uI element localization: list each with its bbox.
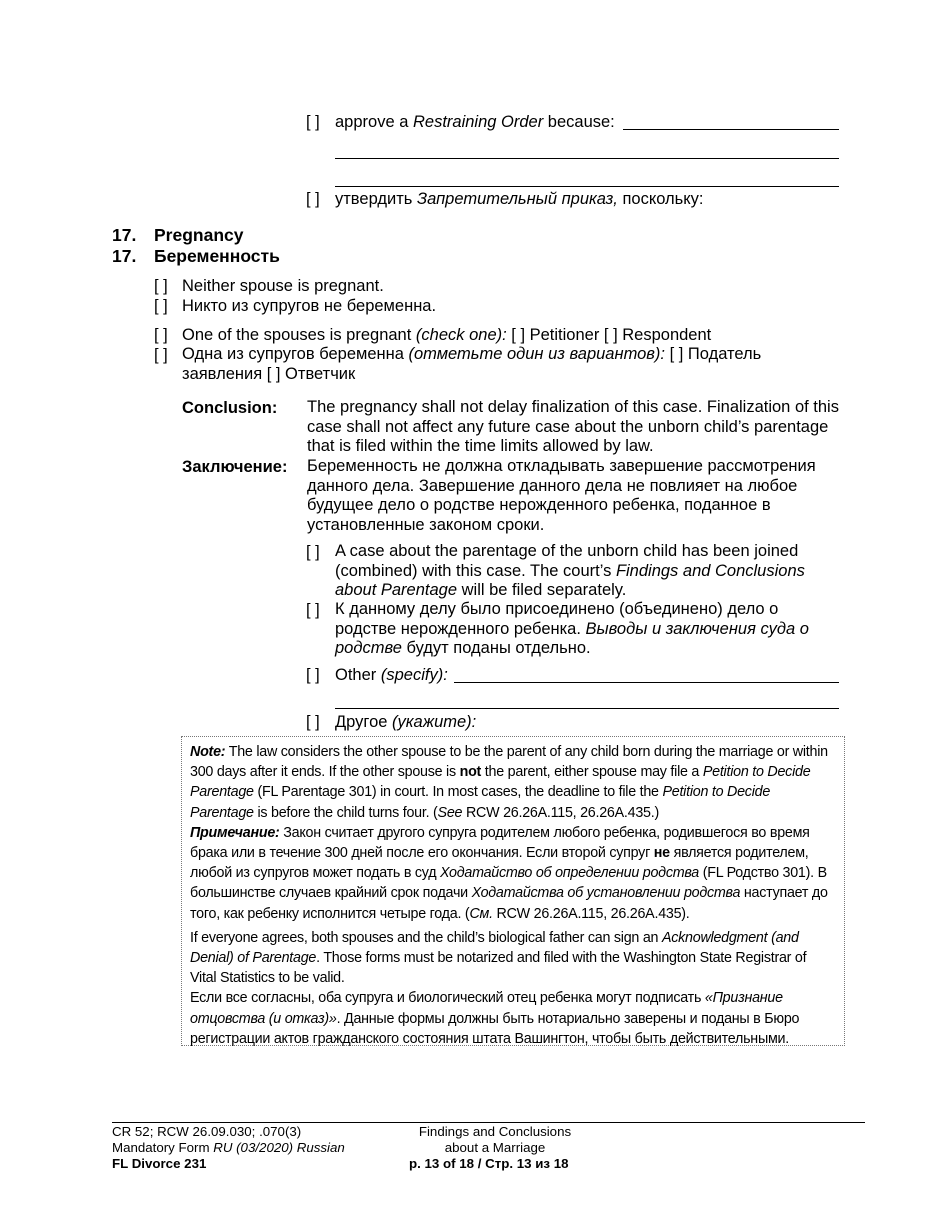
note-paragraph-ru: Примечание: Закон считает другого супруга родителем любого ребенка, родившегося во время брака или в течение 300 дней после его окончания. Если второй супруг не является родителем, любой из супругов может подать в суд Ходатайство об определении родства (FL Родство 301). В большинстве случаев крайний срок подачи Ходатайства об установлении родства наступает до того, как ребенку исполнится четыре года. (См. RCW 26.26A.115, 26.26A.435).: [190, 824, 828, 922]
neither-pregnant-checkbox-en[interactable]: [ ]: [154, 277, 168, 295]
other-checkbox-ru[interactable]: [ ]: [306, 713, 320, 731]
conclusion-label-ru: Заключение:: [182, 458, 288, 476]
section-17-title-ru: Беременность: [154, 246, 280, 266]
joined-case-checkbox-ru[interactable]: [ ]: [306, 601, 320, 619]
other-label-ru: Другое (укажите):: [335, 713, 477, 731]
one-pregnant-label-ru: Одна из супругов беременна (отметьте один из вариантов): [ ] Податель заявления [ ] Ответчик: [182, 345, 762, 383]
restraining-reason-line-2[interactable]: [335, 158, 839, 159]
footer-page-number: p. 13 of 18 / Стр. 13 из 18: [409, 1156, 569, 1171]
section-17-number-ru: 17.: [112, 246, 137, 266]
other-label-en: Other (specify):: [335, 666, 448, 684]
neither-pregnant-label-ru: Никто из супругов не беременна.: [182, 297, 437, 315]
conclusion-text-en: The pregnancy shall not delay finalization of this case. Finalization of this case shall not affect any future case about the unborn child’s parentage that is filed within the time limits allowed by law.: [307, 398, 839, 456]
footer-citation: CR 52; RCW 26.09.030; .070(3): [112, 1124, 302, 1139]
restraining-order-checkbox-en[interactable]: [ ]: [306, 113, 320, 131]
footer-rule: [112, 1122, 865, 1123]
parentage-note-box: [181, 736, 845, 1046]
other-specify-line-2[interactable]: [335, 708, 839, 709]
restraining-reason-line-1[interactable]: [623, 129, 839, 130]
acknowledgment-paragraph-ru: Если все согласны, оба супруга и биологический отец ребенка могут подписать «Признание отцовства (и отказ)». Данные формы должны быть нотариально заверены и поданы в Бюро регистрации актов гражданского состояния штата Вашингтон, чтобы быть действительными.: [190, 990, 800, 1047]
other-checkbox-en[interactable]: [ ]: [306, 666, 320, 684]
footer-form-number: FL Divorce 231: [112, 1156, 207, 1171]
note-paragraph-en: Note: The law considers the other spouse to be the parent of any child born during the marriage or within 300 days after it ends. If the other spouse is not the parent, either spouse may file a Petition to Decide Parentage (FL Parentage 301) in court. In most cases, the deadline to file the Petition to Decide Parentage is before the child turns four. (See RCW 26.26A.115, 26.26A.435.): [190, 744, 828, 821]
restraining-reason-line-3[interactable]: [335, 186, 839, 187]
one-pregnant-checkbox-ru[interactable]: [ ]: [154, 346, 168, 364]
neither-pregnant-checkbox-ru[interactable]: [ ]: [154, 297, 168, 315]
restraining-order-label-en: approve a Restraining Order because:: [335, 113, 615, 131]
restraining-order-label-ru: утвердить Запретительный приказ, поскольку:: [335, 190, 704, 208]
one-pregnant-label-en: One of the spouses is pregnant (check one): [ ] Petitioner [ ] Respondent: [182, 326, 712, 344]
conclusion-label-en: Conclusion:: [182, 399, 278, 417]
footer-mandatory-form: Mandatory Form RU (03/2020) Russian: [112, 1140, 345, 1155]
neither-pregnant-label-en: Neither spouse is pregnant.: [182, 277, 384, 295]
section-17-number-en: 17.: [112, 225, 137, 245]
joined-case-label-en: A case about the parentage of the unborn child has been joined (combined) with this case. The court’s Findings and Conclusions about Parentage will be filed separately.: [335, 542, 805, 600]
acknowledgment-paragraph-en: If everyone agrees, both spouses and the child’s biological father can sign an Acknowledgment (and Denial) of Parentage. Those forms must be notarized and filed with the Washington State Registrar of Vital Statistics to be valid.: [190, 929, 807, 987]
one-pregnant-checkbox-en[interactable]: [ ]: [154, 326, 168, 344]
restraining-order-checkbox-ru[interactable]: [ ]: [306, 190, 320, 208]
joined-case-label-ru: К данному делу было присоединено (объединено) дело о родстве нерожденного ребенка. Выводы и заключения суда о родстве будут поданы отдельно.: [335, 600, 809, 658]
section-17-title-en: Pregnancy: [154, 225, 244, 245]
footer-doc-title-1: Findings and Conclusions: [418, 1124, 572, 1139]
conclusion-text-ru: Беременность не должна откладывать завершение рассмотрения данного дела. Завершение данного дела не повлияет на любое будущее дело о родстве нерожденного ребенка, поданное в установленные законом сроки.: [307, 457, 816, 534]
footer-doc-title-2: about a Marriage: [444, 1140, 546, 1155]
other-specify-line-1[interactable]: [454, 682, 839, 683]
joined-case-checkbox-en[interactable]: [ ]: [306, 543, 320, 561]
